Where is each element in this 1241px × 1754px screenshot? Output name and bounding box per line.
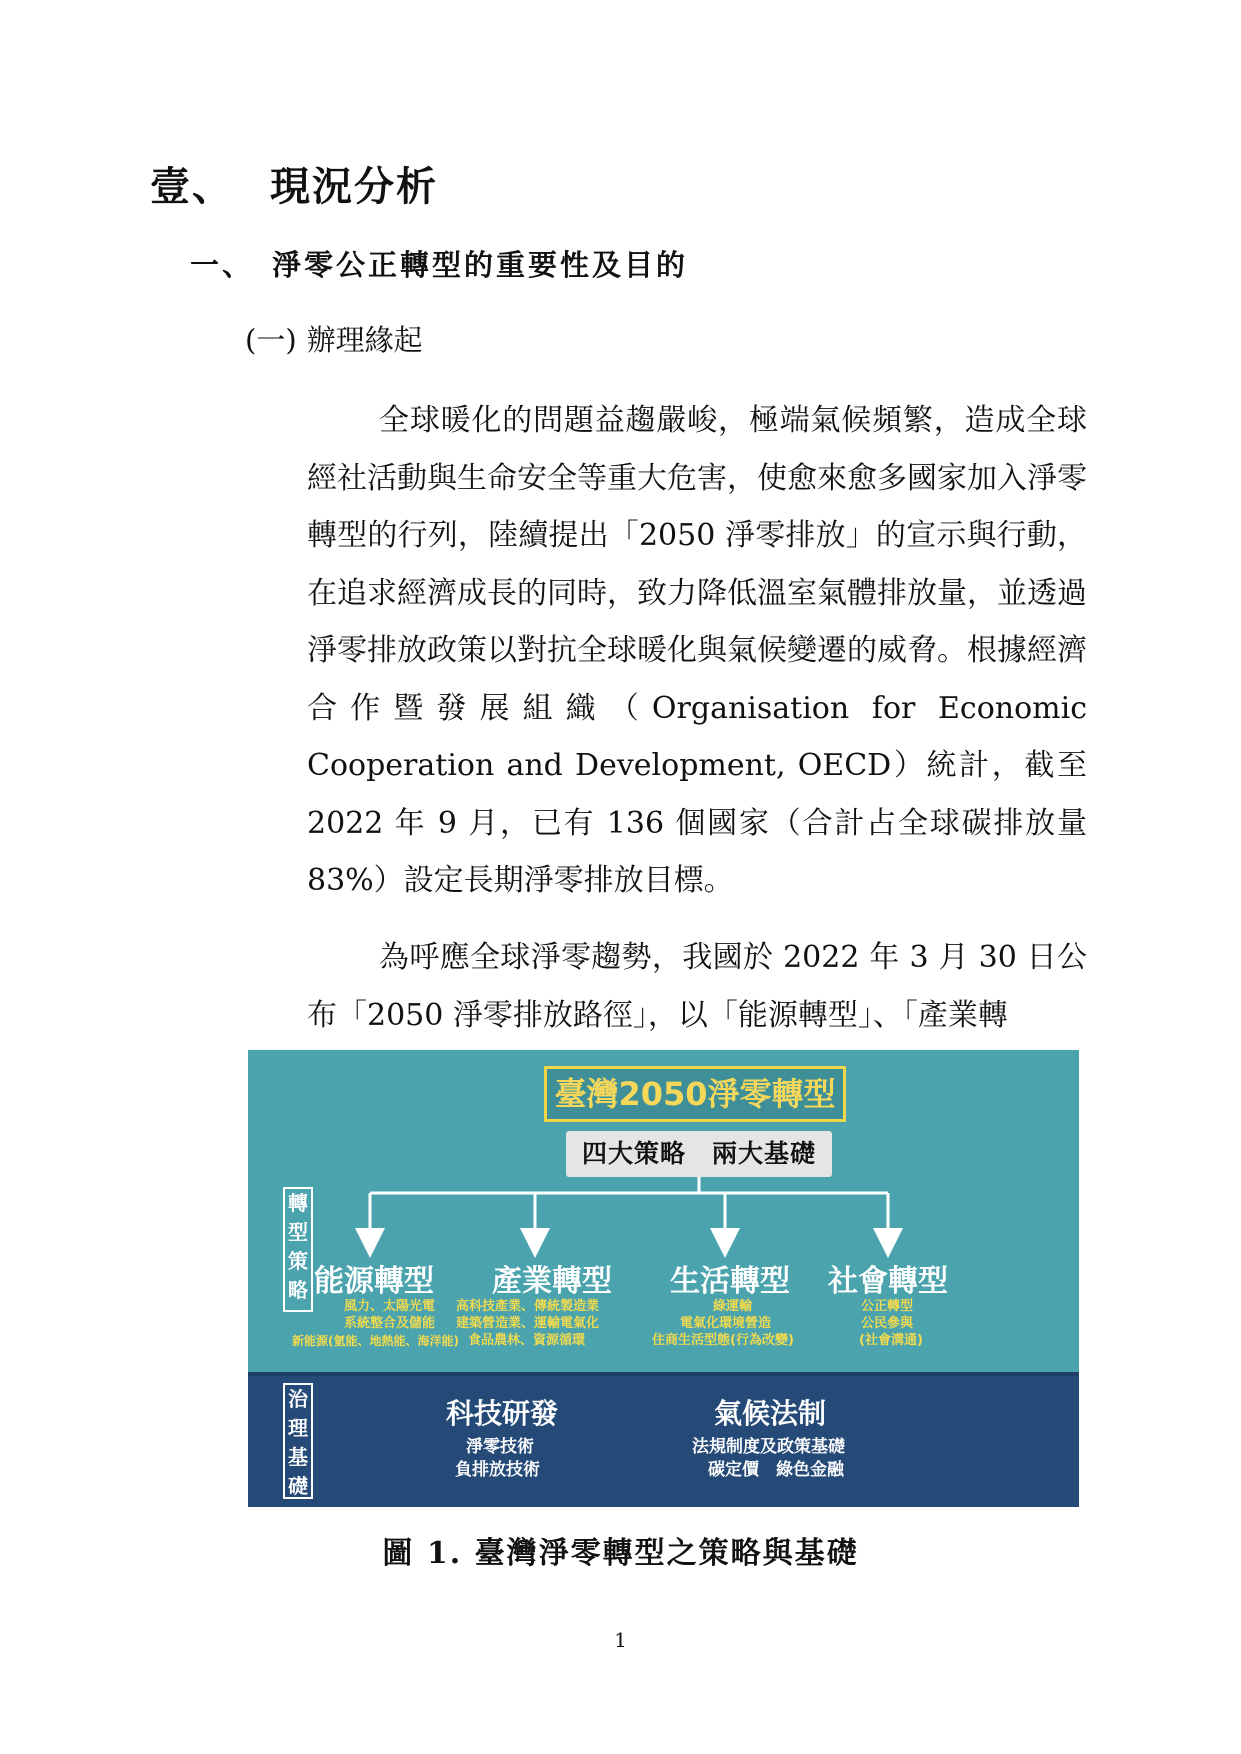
foundation-line: 碳定價 綠色金融 <box>708 1460 844 1480</box>
pillar-title-lifestyle: 生活轉型 <box>670 1264 790 1299</box>
subsubsection-number: (一) <box>245 323 297 357</box>
pillar-line: 風力、太陽光電 <box>344 1299 436 1314</box>
pillar-line: 食品農林、資源循環 <box>468 1333 586 1348</box>
pillar-line: (社會溝通) <box>859 1333 923 1348</box>
figure-title-box: 臺灣2050淨零轉型 <box>544 1066 846 1122</box>
section-heading <box>150 155 438 212</box>
pillar-title-industry: 產業轉型 <box>492 1264 612 1299</box>
section-number: 壹、 <box>150 163 234 210</box>
page-number: 1 <box>614 1628 627 1652</box>
pillar-title-energy: 能源轉型 <box>314 1264 434 1299</box>
foundation-line: 負排放技術 <box>455 1460 540 1480</box>
foundation-title-tech: 科技研發 <box>446 1397 559 1430</box>
pillar-title-society: 社會轉型 <box>828 1264 948 1299</box>
subsection-heading <box>190 243 688 284</box>
subsection-title: 淨零公正轉型的重要性及目的 <box>272 248 689 282</box>
pillar-line: 系統整合及儲能 <box>344 1316 436 1331</box>
pillar-line: 高科技產業、傳統製造業 <box>456 1299 600 1314</box>
figure-caption: 圖 1. 臺灣淨零轉型之策略與基礎 <box>382 1536 859 1571</box>
subsubsection-title: 辦理緣起 <box>306 323 423 357</box>
figure-subtitle-box: 四大策略 兩大基礎 <box>566 1131 832 1177</box>
foundation-line: 淨零技術 <box>466 1437 534 1457</box>
pillar-line: 住商生活型態(行為改變) <box>652 1333 794 1348</box>
strategy-side-label: 轉型策略 <box>283 1187 313 1312</box>
foundation-line: 法規制度及政策基礎 <box>692 1437 845 1457</box>
pillar-line: 公正轉型 <box>861 1299 914 1314</box>
foundation-title-law: 氣候法制 <box>714 1397 827 1430</box>
pillar-line: 新能源(氫能、地熱能、海洋能) <box>292 1334 459 1348</box>
pillar-line: 公民參與 <box>861 1316 914 1331</box>
section-title: 現況分析 <box>270 163 438 210</box>
pillar-line: 建築營造業、運輸電氣化 <box>456 1316 600 1331</box>
subsubsection-heading <box>245 318 423 359</box>
paragraph-background: 全球暖化的問題益趨嚴峻，極端氣候頻繁，造成全球經社活動與生命安全等重大危害，使愈來愈多國家加入淨零轉型的行列，陸續提出「2050 淨零排放」的宣示與行動，在追求經濟成長的同時，致力降低溫室氣體排放量，並透過淨零排放政策以對抗全球暖化與氣候變遷的威脅。根據經濟合作暨發展組織（Organisation for Economic Cooperation and Development, OECD）統計，截至 2022 年 9 月，已有 136 個國家（合計占全球碳排放量 83%）設定長期淨零排放目標。 <box>307 403 1087 898</box>
paragraph-response: 為呼應全球淨零趨勢，我國於 2022 年 3 月 30 日公布「2050 淨零排放路徑」，以「能源轉型」、「產業轉 <box>307 940 1087 1033</box>
foundation-side-label: 治理基礎 <box>283 1383 313 1499</box>
figure-strategy-diagram <box>248 1050 1079 1507</box>
pillar-line: 綠運輸 <box>713 1299 753 1314</box>
subsection-number: 一、 <box>190 248 255 282</box>
pillar-line: 電氣化環境營造 <box>680 1316 772 1331</box>
